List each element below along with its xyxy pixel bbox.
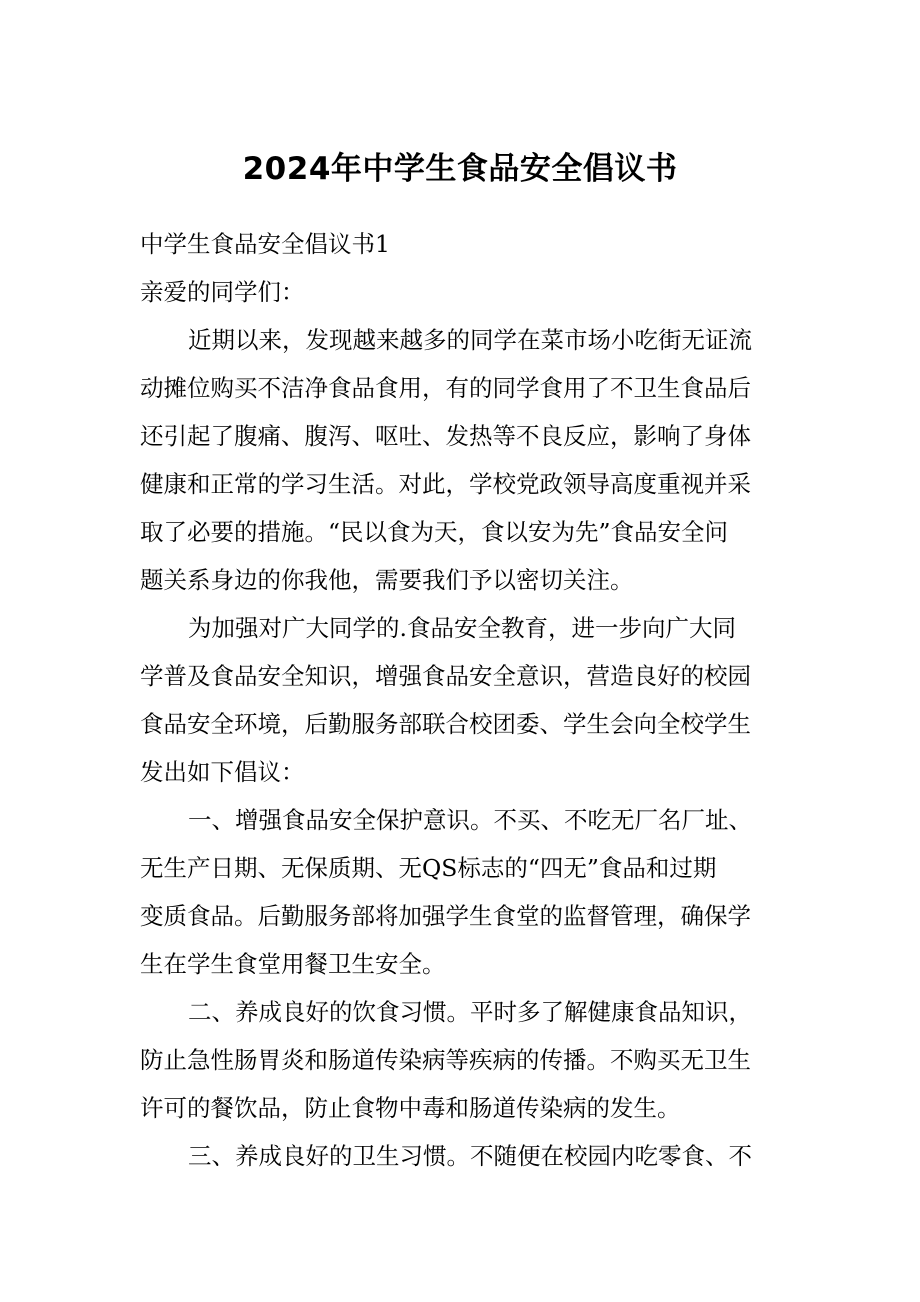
text-line: 一、增强食品安全保护意识。不买、不吃无厂名厂址、	[188, 806, 752, 834]
text-line: 题关系身边的你我他，需要我们予以密切关注。	[140, 566, 634, 594]
text-line: 许可的餐饮品，防止食物中毒和肠道传染病的发生。	[140, 1094, 681, 1122]
text-line: 为加强对广大同学的.食品安全教育，进一步向广大同	[188, 614, 736, 642]
text-line: 二、养成良好的饮食习惯。平时多了解健康食品知识，	[188, 998, 752, 1026]
text-line: 近期以来，发现越来越多的同学在菜市场小吃街无证流	[188, 326, 752, 354]
text-line: 变质食品。后勤服务部将加强学生食堂的监督管理，确保学	[140, 902, 751, 930]
text-line: 生在学生食堂用餐卫生安全。	[140, 950, 446, 978]
text-line: 食品安全环境，后勤服务部联合校团委、学生会向全校学生	[140, 710, 751, 738]
text-line: 发出如下倡议：	[140, 758, 305, 786]
text-line: 三、养成良好的卫生习惯。不随便在校园内吃零食、不	[188, 1142, 752, 1170]
text-line: 动摊位购买不洁净食品食用，有的同学食用了不卫生食品后	[140, 374, 751, 402]
text-line: 取了必要的措施。“民以食为天，食以安为先”食品安全问	[140, 518, 729, 546]
document-subtitle: 中学生食品安全倡议书1	[140, 230, 390, 258]
text-line: 健康和正常的学习生活。对此，学校党政领导高度重视并采	[140, 470, 751, 498]
text-line: 防止急性肠胃炎和肠道传染病等疾病的传播。不购买无卫生	[140, 1046, 751, 1074]
document-body	[140, 220, 788, 1180]
greeting-line: 亲爱的同学们：	[140, 278, 305, 306]
text-line: 学普及食品安全知识，增强食品安全意识，营造良好的校园	[140, 662, 751, 690]
paragraph-lines	[140, 316, 788, 1180]
text-line: 还引起了腹痛、腹泻、呕吐、发热等不良反应，影响了身体	[140, 422, 751, 450]
document-title: 2024年中学生食品安全倡议书	[242, 151, 678, 187]
text-line: 无生产日期、无保质期、无QS标志的“四无”食品和过期	[140, 854, 717, 882]
